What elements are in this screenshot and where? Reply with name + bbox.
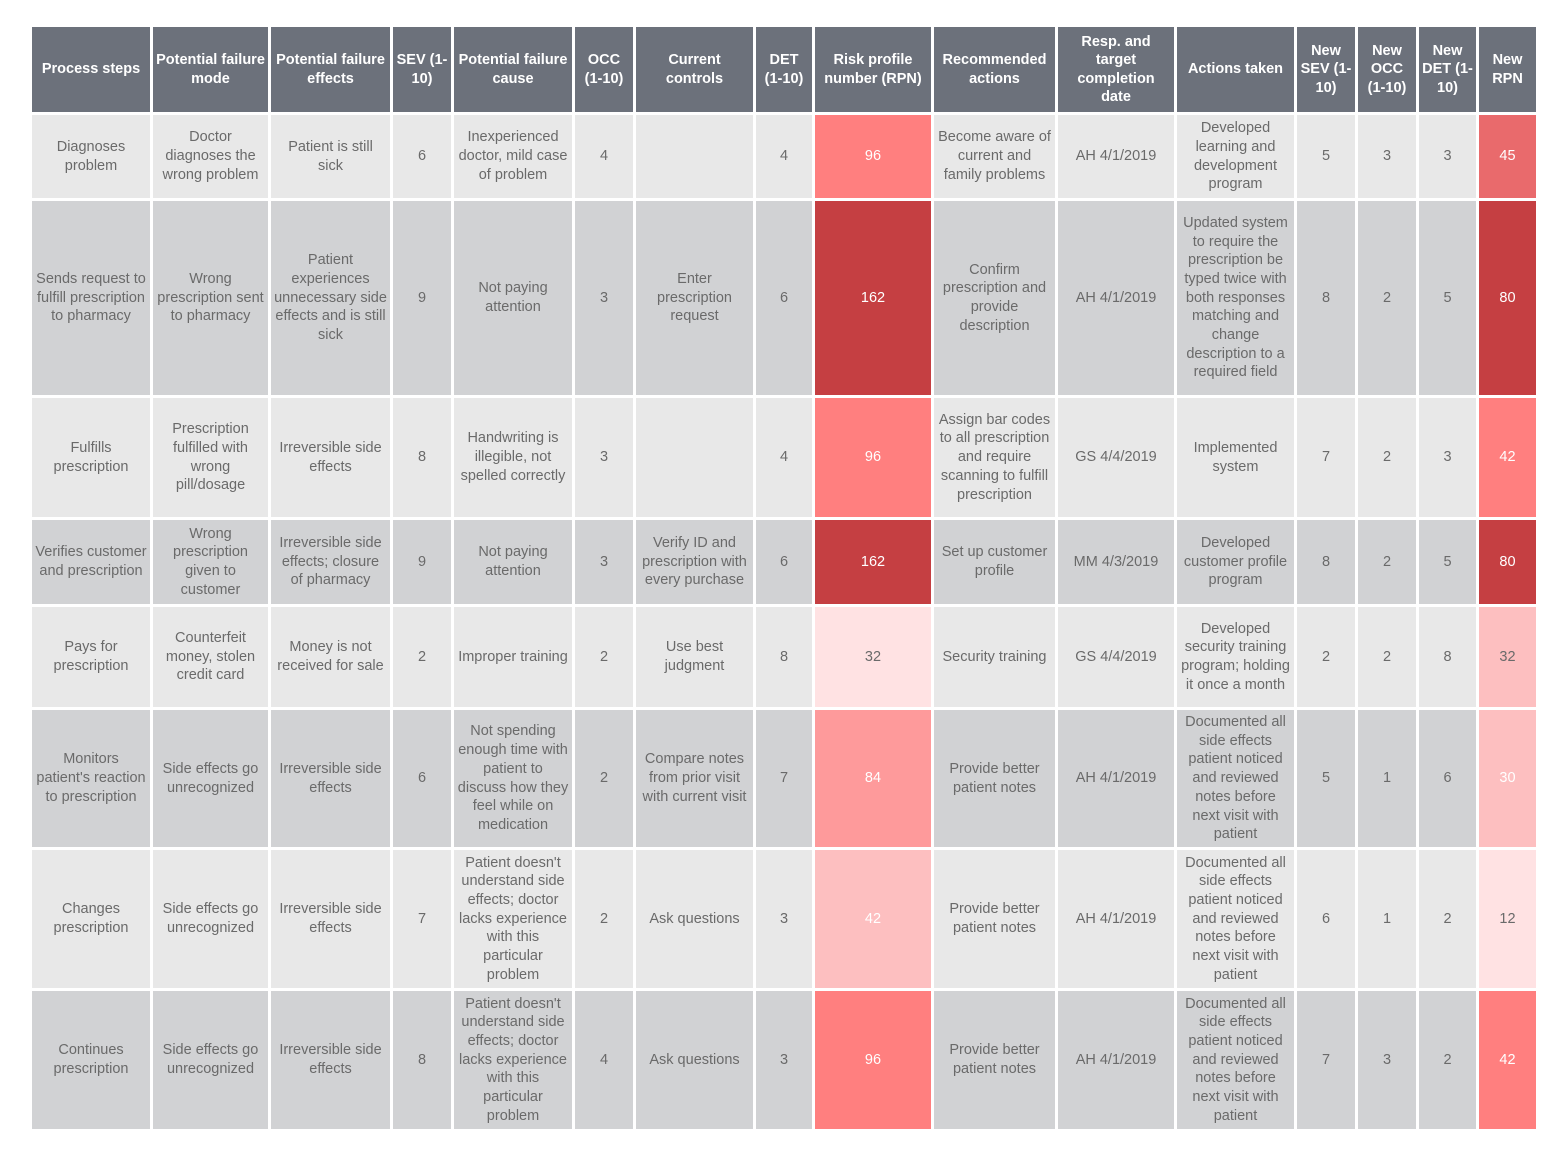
cell-failure-mode: Wrong prescription given to customer	[153, 520, 268, 604]
cell-new-det: 6	[1419, 710, 1476, 847]
cell-actions-taken: Documented all side effects patient noticed and reviewed notes before next visit with patient	[1177, 991, 1294, 1129]
cell-recommended-actions: Provide better patient notes	[934, 710, 1055, 847]
table-row	[32, 398, 1536, 517]
cell-new-occ: 2	[1358, 201, 1416, 395]
cell-new-rpn: 80	[1479, 201, 1536, 395]
cell-sev: 9	[393, 201, 451, 395]
cell-new-det: 2	[1419, 991, 1476, 1129]
cell-responsible-date: AH 4/1/2019	[1058, 991, 1174, 1129]
header-failure-effects: Potential failure effects	[271, 27, 390, 112]
cell-failure-effects: Patient experiences unnecessary side effects and is still sick	[271, 201, 390, 395]
cell-det: 4	[756, 115, 812, 198]
header-failure-cause: Potential failure cause	[454, 27, 572, 112]
cell-det: 4	[756, 398, 812, 517]
cell-failure-cause: Improper training	[454, 607, 572, 707]
cell-det: 7	[756, 710, 812, 847]
cell-occ: 2	[575, 710, 633, 847]
header-new-rpn: New RPN	[1479, 27, 1536, 112]
table-row	[32, 520, 1536, 604]
cell-new-sev: 6	[1297, 850, 1355, 988]
header-current-controls: Current controls	[636, 27, 753, 112]
cell-process-step: Changes prescription	[32, 850, 150, 988]
cell-failure-effects: Irreversible side effects	[271, 710, 390, 847]
cell-new-det: 5	[1419, 201, 1476, 395]
cell-new-det: 3	[1419, 115, 1476, 198]
cell-occ: 3	[575, 201, 633, 395]
header-failure-mode: Potential failure mode	[153, 27, 268, 112]
cell-rpn: 84	[815, 710, 931, 847]
header-new-occ: New OCC (1-10)	[1358, 27, 1416, 112]
header-sev: SEV (1-10)	[393, 27, 451, 112]
cell-det: 3	[756, 991, 812, 1129]
cell-responsible-date: AH 4/1/2019	[1058, 115, 1174, 198]
cell-failure-cause: Not paying attention	[454, 201, 572, 395]
cell-current-controls: Enter prescription request	[636, 201, 753, 395]
cell-occ: 4	[575, 991, 633, 1129]
cell-responsible-date: GS 4/4/2019	[1058, 607, 1174, 707]
cell-failure-cause: Not paying attention	[454, 520, 572, 604]
cell-current-controls	[636, 398, 753, 517]
cell-sev: 6	[393, 710, 451, 847]
cell-new-occ: 3	[1358, 991, 1416, 1129]
cell-new-rpn: 32	[1479, 607, 1536, 707]
header-row	[32, 27, 1536, 112]
cell-det: 3	[756, 850, 812, 988]
header-new-det: New DET (1-10)	[1419, 27, 1476, 112]
header-recommended-actions: Recommended actions	[934, 27, 1055, 112]
cell-rpn: 96	[815, 991, 931, 1129]
cell-occ: 3	[575, 520, 633, 604]
cell-new-rpn: 45	[1479, 115, 1536, 198]
cell-sev: 6	[393, 115, 451, 198]
cell-process-step: Pays for prescription	[32, 607, 150, 707]
table-row	[32, 850, 1536, 988]
header-new-sev: New SEV (1-10)	[1297, 27, 1355, 112]
cell-new-sev: 5	[1297, 710, 1355, 847]
table-row	[32, 991, 1536, 1129]
cell-failure-cause: Patient doesn't understand side effects; doctor lacks experience with this particular problem	[454, 850, 572, 988]
cell-new-rpn: 12	[1479, 850, 1536, 988]
cell-new-occ: 3	[1358, 115, 1416, 198]
cell-det: 8	[756, 607, 812, 707]
cell-new-det: 2	[1419, 850, 1476, 988]
cell-current-controls: Verify ID and prescription with every purchase	[636, 520, 753, 604]
cell-rpn: 96	[815, 398, 931, 517]
cell-failure-mode: Prescription fulfilled with wrong pill/dosage	[153, 398, 268, 517]
cell-responsible-date: AH 4/1/2019	[1058, 201, 1174, 395]
cell-process-step: Diagnoses problem	[32, 115, 150, 198]
cell-actions-taken: Documented all side effects patient noticed and reviewed notes before next visit with patient	[1177, 850, 1294, 988]
cell-new-occ: 2	[1358, 398, 1416, 517]
cell-new-sev: 2	[1297, 607, 1355, 707]
cell-new-sev: 8	[1297, 201, 1355, 395]
header-process-steps: Process steps	[32, 27, 150, 112]
cell-sev: 2	[393, 607, 451, 707]
cell-new-det: 8	[1419, 607, 1476, 707]
cell-failure-effects: Irreversible side effects	[271, 398, 390, 517]
cell-rpn: 32	[815, 607, 931, 707]
cell-failure-mode: Counterfeit money, stolen credit card	[153, 607, 268, 707]
cell-det: 6	[756, 201, 812, 395]
cell-actions-taken: Documented all side effects patient noticed and reviewed notes before next visit with patient	[1177, 710, 1294, 847]
cell-new-rpn: 42	[1479, 398, 1536, 517]
cell-failure-effects: Money is not received for sale	[271, 607, 390, 707]
cell-new-sev: 7	[1297, 991, 1355, 1129]
cell-current-controls: Ask questions	[636, 991, 753, 1129]
cell-new-sev: 8	[1297, 520, 1355, 604]
cell-sev: 8	[393, 398, 451, 517]
cell-current-controls	[636, 115, 753, 198]
cell-process-step: Fulfills prescription	[32, 398, 150, 517]
cell-failure-mode: Side effects go unrecognized	[153, 991, 268, 1129]
cell-actions-taken: Developed security training program; holding it once a month	[1177, 607, 1294, 707]
header-rpn: Risk profile number (RPN)	[815, 27, 931, 112]
cell-recommended-actions: Provide better patient notes	[934, 850, 1055, 988]
cell-new-rpn: 80	[1479, 520, 1536, 604]
cell-current-controls: Use best judgment	[636, 607, 753, 707]
cell-responsible-date: AH 4/1/2019	[1058, 710, 1174, 847]
header-responsible-date: Resp. and target completion date	[1058, 27, 1174, 112]
cell-failure-cause: Not spending enough time with patient to discuss how they feel while on medication	[454, 710, 572, 847]
table-row	[32, 115, 1536, 198]
cell-process-step: Continues prescription	[32, 991, 150, 1129]
cell-new-sev: 7	[1297, 398, 1355, 517]
cell-failure-mode: Side effects go unrecognized	[153, 710, 268, 847]
table-row	[32, 710, 1536, 847]
cell-current-controls: Compare notes from prior visit with current visit	[636, 710, 753, 847]
cell-new-occ: 2	[1358, 607, 1416, 707]
cell-actions-taken: Developed learning and development program	[1177, 115, 1294, 198]
cell-recommended-actions: Provide better patient notes	[934, 991, 1055, 1129]
cell-recommended-actions: Security training	[934, 607, 1055, 707]
header-occ: OCC (1-10)	[575, 27, 633, 112]
cell-occ: 3	[575, 398, 633, 517]
cell-failure-effects: Irreversible side effects; closure of pharmacy	[271, 520, 390, 604]
cell-rpn: 162	[815, 201, 931, 395]
cell-recommended-actions: Assign bar codes to all prescription and require scanning to fulfill prescription	[934, 398, 1055, 517]
cell-process-step: Monitors patient's reaction to prescription	[32, 710, 150, 847]
cell-failure-effects: Patient is still sick	[271, 115, 390, 198]
header-det: DET (1-10)	[756, 27, 812, 112]
cell-rpn: 42	[815, 850, 931, 988]
cell-responsible-date: GS 4/4/2019	[1058, 398, 1174, 517]
cell-recommended-actions: Set up customer profile	[934, 520, 1055, 604]
cell-recommended-actions: Confirm prescription and provide description	[934, 201, 1055, 395]
cell-sev: 7	[393, 850, 451, 988]
cell-new-occ: 1	[1358, 710, 1416, 847]
cell-new-occ: 2	[1358, 520, 1416, 604]
cell-rpn: 96	[815, 115, 931, 198]
cell-actions-taken: Developed customer profile program	[1177, 520, 1294, 604]
fmea-table	[29, 24, 1539, 1132]
cell-sev: 8	[393, 991, 451, 1129]
cell-sev: 9	[393, 520, 451, 604]
cell-failure-effects: Irreversible side effects	[271, 850, 390, 988]
cell-new-rpn: 30	[1479, 710, 1536, 847]
cell-failure-cause: Handwriting is illegible, not spelled correctly	[454, 398, 572, 517]
cell-new-rpn: 42	[1479, 991, 1536, 1129]
cell-recommended-actions: Become aware of current and family problems	[934, 115, 1055, 198]
cell-current-controls: Ask questions	[636, 850, 753, 988]
cell-occ: 2	[575, 850, 633, 988]
cell-new-det: 3	[1419, 398, 1476, 517]
cell-actions-taken: Implemented system	[1177, 398, 1294, 517]
cell-failure-effects: Irreversible side effects	[271, 991, 390, 1129]
cell-failure-cause: Patient doesn't understand side effects; doctor lacks experience with this particular problem	[454, 991, 572, 1129]
cell-actions-taken: Updated system to require the prescription be typed twice with both responses matching and change description to a required field	[1177, 201, 1294, 395]
cell-failure-cause: Inexperienced doctor, mild case of problem	[454, 115, 572, 198]
cell-failure-mode: Doctor diagnoses the wrong problem	[153, 115, 268, 198]
cell-rpn: 162	[815, 520, 931, 604]
table-row	[32, 201, 1536, 395]
table-row	[32, 607, 1536, 707]
cell-process-step: Sends request to fulfill prescription to pharmacy	[32, 201, 150, 395]
cell-responsible-date: MM 4/3/2019	[1058, 520, 1174, 604]
cell-new-occ: 1	[1358, 850, 1416, 988]
cell-det: 6	[756, 520, 812, 604]
cell-process-step: Verifies customer and prescription	[32, 520, 150, 604]
cell-new-det: 5	[1419, 520, 1476, 604]
cell-failure-mode: Wrong prescription sent to pharmacy	[153, 201, 268, 395]
cell-occ: 4	[575, 115, 633, 198]
cell-new-sev: 5	[1297, 115, 1355, 198]
cell-occ: 2	[575, 607, 633, 707]
header-actions-taken: Actions taken	[1177, 27, 1294, 112]
cell-failure-mode: Side effects go unrecognized	[153, 850, 268, 988]
cell-responsible-date: AH 4/1/2019	[1058, 850, 1174, 988]
